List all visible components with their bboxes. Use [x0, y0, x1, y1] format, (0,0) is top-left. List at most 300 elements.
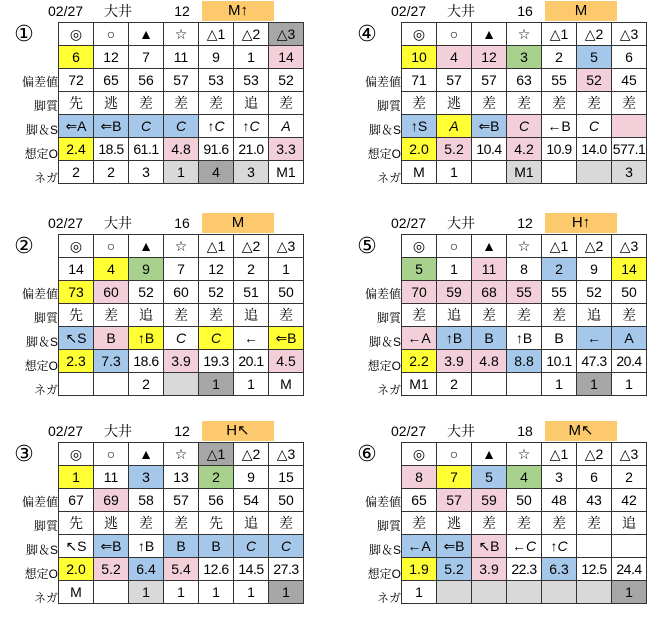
- row-label: 脚質: [33, 99, 58, 113]
- table-cell: 5.2: [94, 558, 129, 581]
- table-row: [59, 258, 304, 281]
- race-header: [0, 420, 330, 442]
- table-cell: 55: [542, 281, 577, 304]
- table-cell: [612, 535, 647, 558]
- prediction-table: [58, 442, 304, 604]
- table-cell: 1: [577, 373, 612, 396]
- table-cell: 57: [164, 69, 199, 92]
- race-number: ③: [14, 441, 34, 466]
- table-cell: 1: [234, 46, 269, 69]
- table-cell: [507, 581, 542, 604]
- table-cell: 10: [402, 46, 437, 69]
- table-cell: [472, 161, 507, 184]
- table-cell: 60: [94, 281, 129, 304]
- table-cell: B: [472, 327, 507, 350]
- table-cell: 3.9: [437, 350, 472, 373]
- table-cell: 4: [199, 161, 234, 184]
- table-cell: 追: [234, 92, 269, 115]
- table-cell: ○: [94, 443, 129, 466]
- table-row: [402, 235, 647, 258]
- table-cell: 差: [542, 512, 577, 535]
- table-cell: 差: [402, 512, 437, 535]
- table-cell: ○: [437, 23, 472, 46]
- table-cell: 差: [129, 92, 164, 115]
- race-grade-badge: H↖: [202, 421, 274, 441]
- table-cell: 12.6: [199, 558, 234, 581]
- table-row: [59, 23, 304, 46]
- table-cell: 58: [129, 489, 164, 512]
- table-cell: 7.3: [94, 350, 129, 373]
- table-cell: △3: [612, 443, 647, 466]
- table-cell: 60: [164, 281, 199, 304]
- table-row: [59, 304, 304, 327]
- table-cell: ▲: [472, 443, 507, 466]
- table-cell: 追: [129, 304, 164, 327]
- table-cell: B: [199, 535, 234, 558]
- table-cell: M1: [402, 373, 437, 396]
- race-date: 02/27: [391, 215, 427, 231]
- table-cell: 逃: [94, 512, 129, 535]
- row-label: ネガ: [376, 383, 401, 397]
- table-row: [59, 535, 304, 558]
- table-cell: ↑C: [234, 115, 269, 138]
- table-cell: 先: [59, 304, 94, 327]
- table-cell: B: [542, 327, 577, 350]
- row-label: 脚＆S: [368, 335, 401, 349]
- table-cell: M1: [507, 161, 542, 184]
- row-label: ネガ: [33, 591, 58, 605]
- table-cell: 差: [402, 304, 437, 327]
- table-cell: 4.2: [507, 138, 542, 161]
- table-row: [59, 235, 304, 258]
- table-cell: C: [164, 115, 199, 138]
- table-cell: 追: [234, 304, 269, 327]
- table-cell: 1: [542, 373, 577, 396]
- table-cell: 8.8: [507, 350, 542, 373]
- table-cell: ☆: [507, 23, 542, 46]
- table-cell: 10.1: [542, 350, 577, 373]
- race-panel-4: [343, 212, 663, 417]
- table-row: [59, 69, 304, 92]
- table-cell: 逃: [437, 92, 472, 115]
- table-cell: C: [129, 115, 164, 138]
- table-cell: △2: [234, 235, 269, 258]
- table-row: [59, 373, 304, 396]
- race-grade-badge: M↖: [545, 421, 617, 441]
- table-cell: [612, 115, 647, 138]
- table-cell: 57: [437, 69, 472, 92]
- table-cell: ⇐B: [94, 535, 129, 558]
- table-cell: 3.3: [269, 138, 304, 161]
- table-cell: ◎: [402, 443, 437, 466]
- prediction-table: [401, 234, 647, 396]
- table-cell: 先: [59, 92, 94, 115]
- table-cell: 56: [199, 489, 234, 512]
- row-label: 想定O: [367, 359, 401, 373]
- table-cell: 3.9: [164, 350, 199, 373]
- table-cell: 71: [402, 69, 437, 92]
- table-cell: 14: [269, 46, 304, 69]
- race-panel-1: [0, 0, 330, 205]
- table-cell: 3: [129, 161, 164, 184]
- table-cell: 2: [437, 373, 472, 396]
- race-venue: 大井: [447, 3, 475, 19]
- table-cell: 5.2: [437, 558, 472, 581]
- table-cell: 1: [437, 258, 472, 281]
- table-cell: ↖S: [59, 327, 94, 350]
- table-cell: 差: [612, 304, 647, 327]
- race-panel-3: [0, 212, 330, 417]
- table-cell: ○: [437, 443, 472, 466]
- table-cell: 50: [269, 489, 304, 512]
- prediction-table: [58, 234, 304, 396]
- row-label: ネガ: [376, 591, 401, 605]
- table-row: [59, 443, 304, 466]
- table-row: [59, 512, 304, 535]
- table-cell: 63: [507, 69, 542, 92]
- table-cell: ◎: [59, 443, 94, 466]
- table-cell: ↖B: [472, 535, 507, 558]
- table-cell: 1: [612, 581, 647, 604]
- table-cell: 1: [402, 581, 437, 604]
- table-cell: 5.2: [437, 138, 472, 161]
- table-cell: 1: [199, 581, 234, 604]
- row-label: 脚質: [376, 519, 401, 533]
- table-cell: 2: [199, 466, 234, 489]
- table-cell: 9: [129, 258, 164, 281]
- table-cell: 1: [199, 373, 234, 396]
- table-cell: 57: [164, 489, 199, 512]
- table-cell: 22.3: [507, 558, 542, 581]
- table-cell: ○: [437, 235, 472, 258]
- table-cell: 47.3: [577, 350, 612, 373]
- table-cell: △1: [542, 443, 577, 466]
- table-cell: 1: [234, 581, 269, 604]
- table-cell: 20.4: [612, 350, 647, 373]
- table-cell: 42: [612, 489, 647, 512]
- table-row: [402, 115, 647, 138]
- table-row: [402, 258, 647, 281]
- table-cell: 3: [542, 466, 577, 489]
- race-date: 02/27: [48, 3, 84, 19]
- table-cell: 50: [507, 489, 542, 512]
- table-row: [59, 350, 304, 373]
- table-cell: 91.6: [199, 138, 234, 161]
- table-cell: ⇐A: [59, 115, 94, 138]
- row-label: 脚質: [33, 519, 58, 533]
- table-cell: 48: [542, 489, 577, 512]
- table-cell: 逃: [437, 512, 472, 535]
- table-cell: 6.4: [129, 558, 164, 581]
- table-cell: [164, 373, 199, 396]
- table-cell: 差: [164, 92, 199, 115]
- table-cell: ☆: [164, 23, 199, 46]
- race-field-size: 16: [517, 3, 533, 19]
- table-cell: [542, 161, 577, 184]
- table-cell: 5: [577, 46, 612, 69]
- table-cell: [94, 373, 129, 396]
- row-label: 偏差値: [21, 495, 58, 509]
- table-cell: M: [59, 581, 94, 604]
- row-label: 脚質: [33, 311, 58, 325]
- table-cell: ←: [234, 327, 269, 350]
- table-cell: 差: [612, 92, 647, 115]
- table-cell: △3: [269, 23, 304, 46]
- race-venue: 大井: [104, 3, 132, 19]
- table-cell: 27.3: [269, 558, 304, 581]
- table-cell: 68: [472, 281, 507, 304]
- race-header: [343, 212, 663, 234]
- table-row: [59, 115, 304, 138]
- race-grade-badge: M: [545, 1, 617, 21]
- table-cell: [472, 373, 507, 396]
- table-row: [402, 23, 647, 46]
- row-label: 偏差値: [364, 495, 401, 509]
- table-cell: 差: [402, 92, 437, 115]
- row-label: 脚＆S: [25, 335, 58, 349]
- table-cell: ←: [577, 327, 612, 350]
- table-cell: 14.5: [234, 558, 269, 581]
- race-header: [343, 0, 663, 22]
- table-cell: 9: [199, 46, 234, 69]
- table-cell: 差: [129, 512, 164, 535]
- table-cell: M: [402, 161, 437, 184]
- row-label: 偏差値: [21, 75, 58, 89]
- table-cell: ○: [94, 235, 129, 258]
- race-header: [0, 0, 330, 22]
- table-cell: ⇐B: [269, 327, 304, 350]
- table-cell: 52: [199, 281, 234, 304]
- table-row: [402, 558, 647, 581]
- table-cell: C: [269, 535, 304, 558]
- table-cell: 19.3: [199, 350, 234, 373]
- table-cell: ↑B: [129, 327, 164, 350]
- table-cell: ←C: [507, 535, 542, 558]
- table-cell: 59: [437, 281, 472, 304]
- table-cell: 逃: [94, 92, 129, 115]
- table-cell: C: [234, 535, 269, 558]
- table-cell: [507, 373, 542, 396]
- prediction-table: [58, 22, 304, 184]
- table-cell: 14: [612, 258, 647, 281]
- table-cell: 先: [199, 512, 234, 535]
- table-cell: 43: [577, 489, 612, 512]
- table-cell: 14: [59, 258, 94, 281]
- table-cell: 差: [507, 304, 542, 327]
- table-cell: △2: [234, 23, 269, 46]
- race-number: ④: [357, 21, 377, 46]
- table-cell: ☆: [507, 443, 542, 466]
- table-cell: 53: [234, 69, 269, 92]
- table-cell: 13: [164, 466, 199, 489]
- table-cell: ▲: [129, 23, 164, 46]
- row-label: 脚＆S: [368, 123, 401, 137]
- table-cell: 56: [129, 69, 164, 92]
- table-cell: 21.0: [234, 138, 269, 161]
- table-cell: A: [612, 327, 647, 350]
- row-label: 脚質: [376, 311, 401, 325]
- race-date: 02/27: [391, 3, 427, 19]
- table-cell: 2: [129, 373, 164, 396]
- table-cell: A: [437, 115, 472, 138]
- race-date: 02/27: [48, 423, 84, 439]
- table-row: [402, 535, 647, 558]
- table-cell: ←A: [402, 535, 437, 558]
- prediction-table: [401, 442, 647, 604]
- table-cell: 10.4: [472, 138, 507, 161]
- race-panel-2: [343, 0, 663, 205]
- table-cell: 24.4: [612, 558, 647, 581]
- table-cell: 6: [612, 46, 647, 69]
- table-row: [402, 161, 647, 184]
- table-cell: △1: [542, 235, 577, 258]
- table-row: [59, 92, 304, 115]
- table-cell: 18.6: [129, 350, 164, 373]
- table-cell: 55: [542, 69, 577, 92]
- table-row: [402, 138, 647, 161]
- table-cell: 2.2: [402, 350, 437, 373]
- table-cell: △2: [577, 235, 612, 258]
- table-cell: ⇐B: [437, 535, 472, 558]
- table-cell: ↖S: [59, 535, 94, 558]
- table-cell: 2.0: [59, 558, 94, 581]
- table-cell: 57: [437, 489, 472, 512]
- table-cell: 8: [507, 258, 542, 281]
- table-cell: 2.0: [402, 138, 437, 161]
- table-cell: 差: [269, 304, 304, 327]
- table-cell: 差: [94, 304, 129, 327]
- table-cell: 7: [164, 258, 199, 281]
- table-cell: 差: [577, 92, 612, 115]
- table-cell: 7: [129, 46, 164, 69]
- table-cell: 差: [164, 512, 199, 535]
- table-cell: 6.3: [542, 558, 577, 581]
- table-cell: 差: [199, 304, 234, 327]
- table-cell: 差: [542, 304, 577, 327]
- table-cell: ◎: [59, 23, 94, 46]
- table-cell: 4: [507, 466, 542, 489]
- table-cell: 53: [199, 69, 234, 92]
- race-header: [343, 420, 663, 442]
- table-row: [402, 46, 647, 69]
- race-panel-5: [0, 420, 330, 625]
- race-number: ⑤: [357, 233, 377, 258]
- row-label: 脚＆S: [25, 123, 58, 137]
- table-cell: ▲: [472, 235, 507, 258]
- row-label: 想定O: [367, 147, 401, 161]
- table-cell: △1: [199, 235, 234, 258]
- table-cell: 4.5: [269, 350, 304, 373]
- table-cell: 3.9: [472, 558, 507, 581]
- row-label: 脚＆S: [368, 543, 401, 557]
- table-row: [402, 466, 647, 489]
- row-label: 想定O: [24, 147, 58, 161]
- table-cell: ☆: [164, 443, 199, 466]
- table-cell: 3: [234, 161, 269, 184]
- table-cell: ▲: [472, 23, 507, 46]
- table-cell: 2.3: [59, 350, 94, 373]
- table-cell: 3: [129, 466, 164, 489]
- table-cell: 差: [472, 304, 507, 327]
- table-cell: 6: [59, 46, 94, 69]
- row-label: ネガ: [33, 171, 58, 185]
- table-cell: ↑C: [542, 535, 577, 558]
- race-number: ②: [14, 233, 34, 258]
- table-cell: △3: [612, 235, 647, 258]
- table-cell: C: [199, 327, 234, 350]
- table-cell: 2.4: [59, 138, 94, 161]
- race-venue: 大井: [447, 423, 475, 439]
- race-grade-badge: M↑: [202, 1, 274, 21]
- table-cell: 先: [59, 512, 94, 535]
- race-field-size: 16: [174, 215, 190, 231]
- race-venue: 大井: [104, 423, 132, 439]
- table-cell: △2: [234, 443, 269, 466]
- race-grade-badge: H↑: [545, 213, 617, 233]
- table-cell: 14.0: [577, 138, 612, 161]
- row-label: 想定O: [367, 567, 401, 581]
- table-cell: ▲: [129, 235, 164, 258]
- table-cell: 52: [577, 281, 612, 304]
- table-cell: △2: [577, 443, 612, 466]
- table-cell: 3: [507, 46, 542, 69]
- table-cell: ↑S: [402, 115, 437, 138]
- table-cell: 11: [94, 466, 129, 489]
- table-cell: 2: [542, 46, 577, 69]
- table-row: [402, 443, 647, 466]
- race-header: [0, 212, 330, 234]
- table-row: [59, 281, 304, 304]
- table-cell: △3: [269, 443, 304, 466]
- table-cell: 3: [612, 161, 647, 184]
- table-cell: ☆: [164, 235, 199, 258]
- table-cell: 差: [507, 512, 542, 535]
- table-cell: 差: [199, 92, 234, 115]
- table-cell: 61.1: [129, 138, 164, 161]
- table-cell: 9: [234, 466, 269, 489]
- table-cell: 差: [269, 512, 304, 535]
- table-cell: 70: [402, 281, 437, 304]
- table-cell: 6: [577, 466, 612, 489]
- table-cell: B: [164, 535, 199, 558]
- table-cell: C: [507, 115, 542, 138]
- table-cell: C: [164, 327, 199, 350]
- row-label: 脚＆S: [25, 543, 58, 557]
- table-cell: 4.8: [164, 138, 199, 161]
- table-cell: 1.9: [402, 558, 437, 581]
- table-cell: 7: [437, 466, 472, 489]
- table-cell: △1: [199, 443, 234, 466]
- table-cell: 4.8: [472, 350, 507, 373]
- table-cell: 2: [612, 466, 647, 489]
- table-cell: 5.4: [164, 558, 199, 581]
- table-row: [402, 512, 647, 535]
- table-cell: 追: [577, 304, 612, 327]
- prediction-table: [401, 22, 647, 184]
- row-label: 偏差値: [364, 75, 401, 89]
- race-number: ⑥: [357, 441, 377, 466]
- table-cell: 2: [234, 258, 269, 281]
- table-cell: 8: [402, 466, 437, 489]
- table-cell: C: [577, 115, 612, 138]
- table-cell: 1: [129, 581, 164, 604]
- table-cell: 65: [94, 69, 129, 92]
- table-row: [59, 138, 304, 161]
- row-label: ネガ: [376, 171, 401, 185]
- table-cell: A: [269, 115, 304, 138]
- table-cell: 52: [129, 281, 164, 304]
- table-cell: 1: [164, 581, 199, 604]
